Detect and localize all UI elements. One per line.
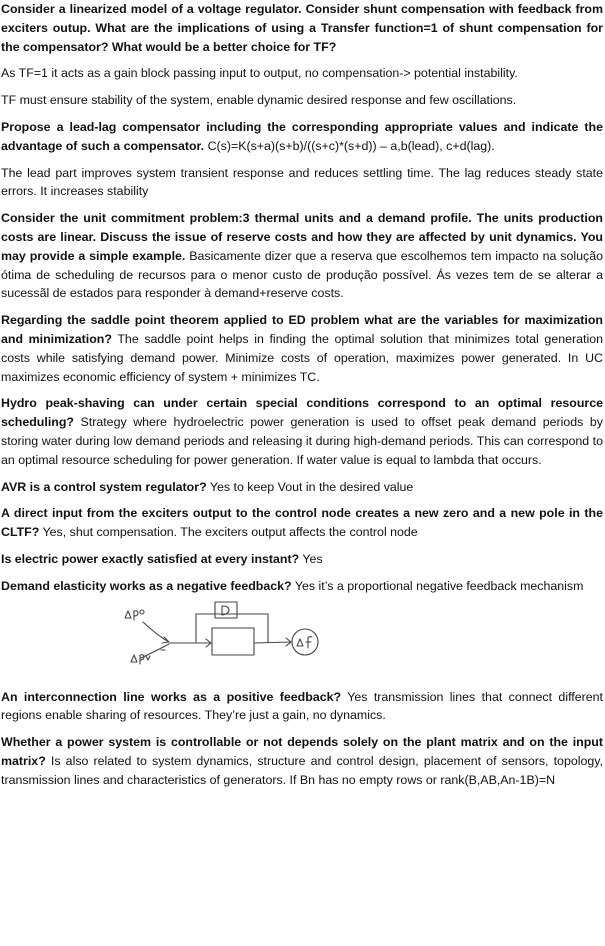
answer-text: C(s)=K(s+a)(s+b)/((s+c)*(s+d)) – a,b(lead), c+d(lag).	[204, 138, 495, 153]
question-8	[1, 550, 603, 569]
question-text: Demand elasticity works as a negative feedback?	[1, 578, 292, 593]
question-text: Consider a linearized model of a voltage regulator. Consider shunt compensation with feedback from exciters outup. What are the implications of using a Transfer function=1 of shunt compensation for the compensator? What would be a better choice for TF?	[1, 2, 603, 54]
answer-text: As TF=1 it acts as a gain block passing input to output, no compensation-> potential instability.	[1, 66, 518, 81]
answer-text: Basicamente dizer que a reserva que escolhemos tem impacto na solução ótima de scheduling de recursos para o menor custo de produção possível. Ás vezes tem de se alterar a sucessãl de estados para responder à demand+reserve costs.	[1, 248, 603, 301]
question-text: Whether a power system is controllable or not depends solely on the plant matrix and on the input matrix?	[1, 735, 603, 768]
question-text: Propose a lead-lag compensator including the corresponding appropriate values and indicate the advantage of such a compensator.	[1, 119, 603, 153]
question-6	[1, 478, 603, 497]
answer-1b	[1, 91, 603, 110]
question-9	[1, 577, 603, 596]
question-7	[1, 504, 603, 542]
answer-text: Yes transmission lines that connect different regions enable sharing of resources. They’re just a gain, no dynamics.	[1, 689, 603, 723]
handwritten-block-diagram	[113, 598, 323, 676]
question-2	[1, 118, 603, 156]
answer-2	[1, 164, 603, 202]
answer-text: Yes	[299, 551, 323, 566]
question-1	[1, 0, 603, 56]
question-5	[1, 394, 603, 469]
question-text: Hydro peak-shaving can under certain special conditions correspond to an optimal resource scheduling?	[1, 396, 603, 430]
question-text: Is electric power exactly satisfied at every instant?	[1, 551, 300, 566]
answer-text: The lead part improves system transient response and reduces settling time. The lag reduces steady state errors. It increases stability	[1, 165, 603, 199]
answer-text: TF must ensure stability of the system, enable dynamic desired response and few oscillations.	[1, 93, 517, 108]
question-4	[1, 311, 603, 386]
question-11	[1, 733, 603, 789]
answer-text: Is also related to system dynamics, structure and control design, placement of sensors, topology, transmission lines and characteristics of generators. If Bn has no empty rows or rank(B,AB,An-1B)=N	[1, 753, 603, 787]
question-text: A direct input from the exciters output to the control node creates a new zero and a new pole in the CLTF?	[1, 506, 603, 540]
question-3	[1, 209, 603, 303]
answer-text: Strategy where hydroelectric power generation is used to offset peak demand periods by storing water during low demand periods and releasing it during high-demand periods. This can correspond to an optimal resource scheduling for power generation. If water value is equal to lambda that occurs.	[1, 415, 603, 467]
question-text: AVR is a control system regulator?	[1, 479, 207, 494]
answer-text: Yes it’s a proportional negative feedback mechanism	[291, 578, 584, 593]
feedback-sketch-figure	[1, 596, 603, 688]
answer-text: Yes, shut compensation. The exciters output affects the control node	[39, 525, 418, 540]
question-10	[1, 688, 603, 726]
question-text: Regarding the saddle point theorem applied to ED problem what are the variables for maximization and minimization?	[1, 313, 603, 346]
question-text: An interconnection line works as a positive feedback?	[1, 689, 342, 704]
answer-1a	[1, 64, 603, 83]
answer-text: Yes to keep Vout in the desired value	[206, 479, 414, 494]
answer-text: The saddle point helps in finding the optimal solution that minimizes total generation costs while satisfying demand power. Minimize costs of operation, maximizes power generated. In UC maximizes economic efficiency of system + minimizes TC.	[1, 331, 603, 384]
question-text: Consider the unit commitment problem:3 thermal units and a demand profile. The units production costs are linear. Discuss the issue of reserve costs and how they are affected by unit dynamics. You may provide a simple example.	[1, 211, 603, 263]
